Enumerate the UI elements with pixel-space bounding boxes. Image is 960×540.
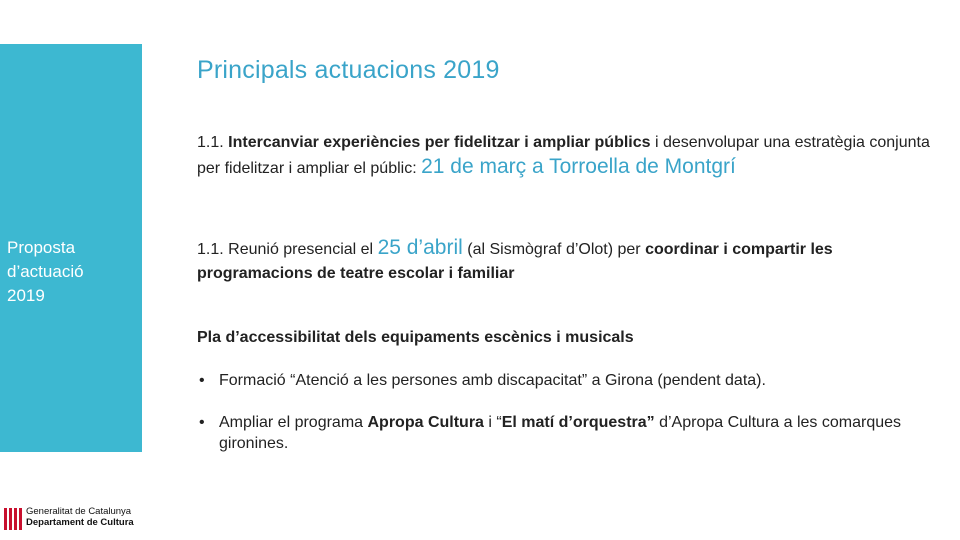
bold-text: El matí d’orquestra” [501, 414, 655, 431]
sidebar-label-line: d’actuació [7, 262, 84, 281]
list-item-text: Formació “Atenció a les persones amb discapacitat” a Girona (pendent data). [219, 372, 766, 389]
body-text: (al Sismògraf d’Olot) per [462, 241, 646, 258]
sidebar-label-line: 2019 [7, 286, 45, 305]
logo-line-1: Generalitat de Catalunya [26, 506, 132, 517]
body-text: d’Apropa Cultura a les comarques gironines. [219, 414, 902, 452]
bullet-list [197, 370, 937, 475]
page-title: Principals actuacions 2019 [197, 56, 500, 84]
body-text: i desenvolupar una estratègia conjunta per fidelitzar i ampliar el públic: [197, 134, 930, 177]
bold-text: coordinar i compartir les programacions de teatre escolar i familiar [197, 241, 833, 282]
body-text: 1.1. Reunió presencial el [197, 241, 378, 258]
list-item [197, 370, 937, 391]
date-highlight: 21 de març a Torroella de Montgrí [421, 155, 736, 178]
paragraph-exchange [197, 131, 937, 181]
section-number: 1.1. [197, 134, 229, 151]
senyera-icon [4, 508, 22, 530]
bold-text: Apropa Cultura [367, 414, 484, 431]
accessibility-heading: Pla d’accessibilitat dels equipaments escènics i musicals [197, 329, 634, 346]
body-text: Ampliar el programa [219, 414, 368, 431]
sidebar-label [7, 236, 137, 308]
paragraph-meeting [197, 236, 937, 286]
body-text: i “ [483, 414, 502, 431]
bold-text: Intercanviar experiències per fidelitzar i ampliar públics [228, 134, 651, 151]
generalitat-logo [0, 452, 142, 540]
logo-line-2: Departament de Cultura [26, 517, 134, 528]
sidebar-label-line: Proposta [7, 238, 76, 257]
date-highlight: 25 d’abril [377, 236, 463, 259]
list-item [197, 412, 937, 454]
